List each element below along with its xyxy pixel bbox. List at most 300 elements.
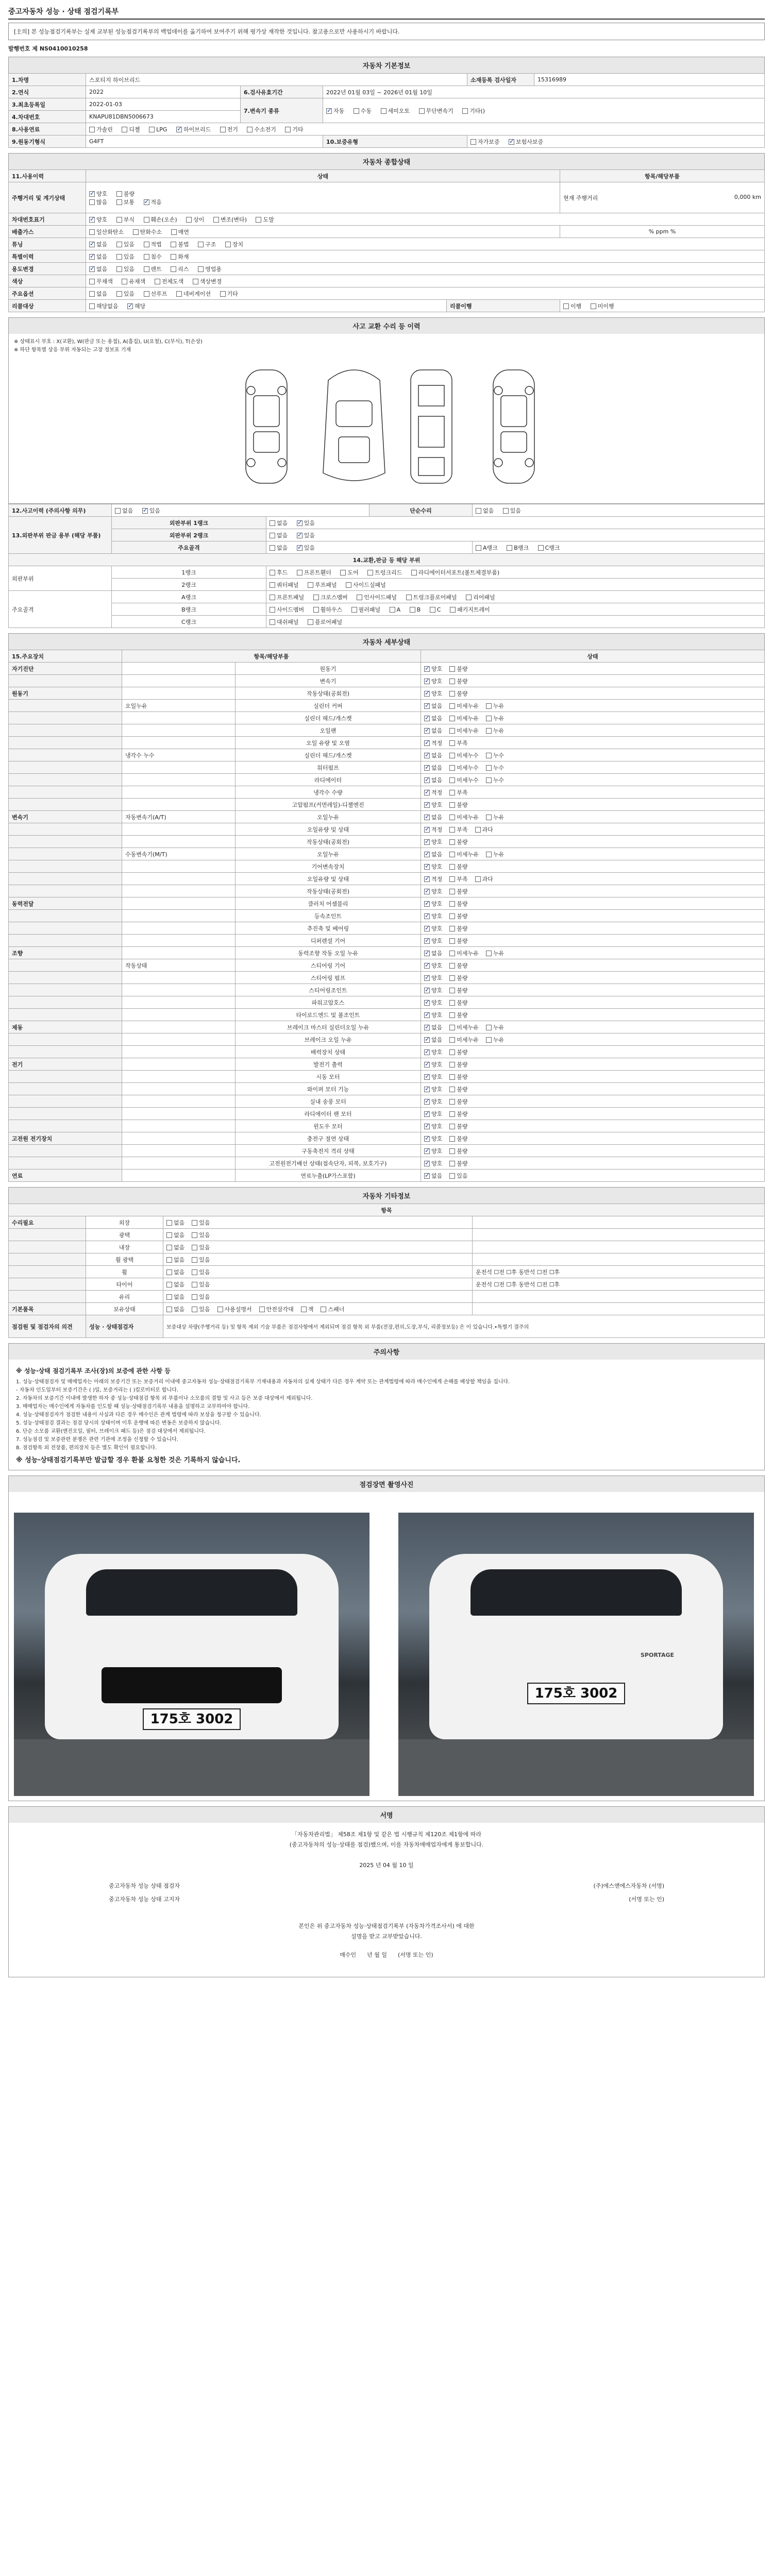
detail-sub — [122, 1170, 236, 1182]
notes-title: 주의사항 — [8, 1343, 765, 1360]
label-warranty: 10.보증유형 — [323, 135, 467, 148]
detail-group — [9, 873, 122, 885]
checkbox[interactable] — [270, 595, 275, 600]
checkbox[interactable] — [424, 1012, 430, 1018]
detail-state — [421, 1170, 765, 1182]
detail-item: 발전기 출력 — [236, 1058, 421, 1071]
other-group — [9, 1229, 86, 1241]
checkbox[interactable] — [192, 1269, 197, 1275]
checkbox[interactable] — [424, 1087, 430, 1092]
checkbox[interactable] — [116, 217, 122, 223]
checkbox[interactable] — [116, 199, 122, 205]
option-label: 없음 — [431, 702, 443, 709]
checkbox[interactable] — [449, 728, 455, 734]
other-group — [9, 1253, 86, 1266]
checkbox[interactable] — [122, 127, 127, 132]
checkbox[interactable] — [486, 703, 492, 709]
checkbox[interactable] — [340, 570, 346, 575]
checkbox[interactable] — [449, 753, 455, 758]
checkbox[interactable] — [449, 913, 455, 919]
checkbox[interactable] — [486, 1025, 492, 1030]
checkbox[interactable] — [144, 242, 149, 247]
option-label: 불량 — [457, 1135, 468, 1142]
checkbox[interactable] — [449, 1161, 455, 1166]
option-label: 있음 — [199, 1306, 210, 1313]
option-label: 있음 — [199, 1268, 210, 1276]
detail-sub — [122, 1083, 236, 1095]
checkbox[interactable] — [346, 582, 351, 588]
basic-info-title: 자동차 기본정보 — [8, 57, 765, 73]
option-label: 부족 — [457, 739, 468, 747]
checkbox[interactable] — [192, 1220, 197, 1226]
checkbox[interactable] — [430, 607, 435, 613]
checkbox[interactable] — [424, 913, 430, 919]
checkbox[interactable] — [259, 1307, 265, 1312]
checkbox[interactable] — [297, 545, 303, 551]
checkbox[interactable] — [486, 951, 492, 956]
checkbox[interactable] — [449, 765, 455, 771]
checkbox[interactable] — [449, 951, 455, 956]
checkbox[interactable] — [466, 595, 472, 600]
checkbox[interactable] — [166, 1307, 172, 1312]
checkbox[interactable] — [217, 1307, 223, 1312]
checkbox[interactable] — [192, 1245, 197, 1250]
checkbox[interactable] — [89, 242, 95, 247]
option-label: 누유 — [493, 702, 505, 709]
option-label: 있음 — [199, 1293, 210, 1300]
detail-group — [9, 959, 122, 972]
checkbox[interactable] — [449, 963, 455, 969]
checkbox[interactable] — [424, 926, 430, 931]
checkbox[interactable] — [450, 607, 456, 613]
condition-section — [8, 153, 765, 312]
detail-row — [9, 1071, 765, 1083]
checkbox[interactable] — [308, 582, 313, 588]
option-label: 불량 — [457, 962, 468, 969]
checkbox[interactable] — [449, 1012, 455, 1018]
checkbox[interactable] — [127, 303, 133, 309]
checkbox[interactable] — [424, 740, 430, 746]
option-label: 불량 — [457, 1098, 468, 1105]
checkbox[interactable] — [424, 753, 430, 758]
checkbox[interactable] — [89, 191, 95, 197]
checkbox[interactable] — [301, 1307, 307, 1312]
option-label: 불량 — [457, 838, 468, 845]
checkbox[interactable] — [424, 777, 430, 783]
transmission-options: ✓ 자동 수동 세미오토 무단변속기 기타() — [323, 98, 765, 123]
checkbox[interactable] — [166, 1269, 172, 1275]
checkbox[interactable] — [449, 839, 455, 845]
checkbox[interactable] — [116, 242, 122, 247]
checkbox[interactable] — [424, 1049, 430, 1055]
checkbox[interactable] — [486, 716, 492, 721]
option-label: 없음 — [431, 1172, 443, 1179]
checkbox[interactable] — [297, 533, 303, 538]
checkbox[interactable] — [89, 217, 95, 223]
checkbox[interactable] — [424, 852, 430, 857]
checkbox[interactable] — [225, 242, 231, 247]
checkbox[interactable] — [486, 815, 492, 820]
checkbox[interactable] — [192, 1294, 197, 1300]
checkbox[interactable] — [449, 666, 455, 672]
checkbox[interactable] — [220, 291, 226, 297]
checkbox[interactable] — [367, 570, 373, 575]
checkbox[interactable] — [424, 790, 430, 795]
checkbox[interactable] — [424, 963, 430, 969]
option-label: 양호 — [431, 838, 443, 845]
checkbox[interactable] — [115, 508, 121, 514]
checkbox[interactable] — [144, 254, 149, 260]
other-group: 기본품목 — [9, 1303, 86, 1315]
label-first-reg: 3.최초등록일 — [9, 98, 86, 111]
checkbox[interactable] — [538, 545, 544, 551]
checkbox[interactable] — [89, 199, 95, 205]
checkbox[interactable] — [449, 1136, 455, 1142]
checkbox[interactable] — [424, 1136, 430, 1142]
checkbox[interactable] — [449, 691, 455, 697]
detail-group — [9, 1095, 122, 1108]
checkbox[interactable] — [424, 1037, 430, 1043]
checkbox[interactable] — [449, 988, 455, 993]
detail-item: 작동상태(공회전) — [236, 885, 421, 897]
detail-state — [421, 1083, 765, 1095]
checkbox[interactable] — [213, 217, 219, 223]
checkbox[interactable] — [270, 607, 275, 613]
checkbox[interactable] — [449, 1173, 455, 1179]
checkbox[interactable] — [297, 520, 303, 526]
checkbox[interactable] — [449, 777, 455, 783]
checkbox[interactable] — [424, 864, 430, 870]
detail-sub: 냉각수 누수 — [122, 749, 236, 761]
checkbox[interactable] — [192, 1257, 197, 1263]
checkbox[interactable] — [171, 266, 176, 272]
detail-sub — [122, 836, 236, 848]
checkbox[interactable] — [486, 777, 492, 783]
checkbox[interactable] — [424, 1025, 430, 1030]
detail-item: 실린더 헤드/개스켓 — [236, 749, 421, 761]
checkbox[interactable] — [449, 926, 455, 931]
detail-row — [9, 1009, 765, 1021]
checkbox[interactable] — [89, 291, 95, 297]
checkbox[interactable] — [89, 303, 95, 309]
checkbox[interactable] — [449, 864, 455, 870]
detail-group — [9, 712, 122, 724]
checkbox[interactable] — [270, 582, 275, 588]
checkbox[interactable] — [410, 607, 415, 613]
option-label: 누유 — [493, 727, 505, 734]
checkbox[interactable] — [166, 1294, 172, 1300]
checkbox[interactable] — [449, 815, 455, 820]
checkbox[interactable] — [462, 108, 468, 114]
checkbox[interactable] — [133, 229, 139, 235]
checkbox[interactable] — [186, 217, 192, 223]
checkbox[interactable] — [424, 988, 430, 993]
checkbox[interactable] — [449, 1062, 455, 1067]
option-label: 누유 — [493, 1024, 505, 1031]
checkbox[interactable] — [424, 691, 430, 697]
checkbox[interactable] — [424, 1148, 430, 1154]
checkbox[interactable] — [424, 666, 430, 672]
checkbox[interactable] — [509, 139, 514, 145]
detail-group — [9, 724, 122, 737]
checkbox[interactable] — [470, 139, 476, 145]
checkbox[interactable] — [424, 889, 430, 894]
checkbox[interactable] — [486, 753, 492, 758]
option-label: 없음 — [174, 1306, 185, 1313]
checkbox[interactable] — [486, 765, 492, 771]
checkbox[interactable] — [424, 802, 430, 808]
checkbox[interactable] — [357, 595, 362, 600]
detail-group: 조향 — [9, 947, 122, 959]
checkbox[interactable] — [424, 1062, 430, 1067]
checkbox[interactable] — [424, 765, 430, 771]
detail-item: 오일유량 및 상태 — [236, 873, 421, 885]
detail-item: 기어변속장치 — [236, 860, 421, 873]
checkbox[interactable] — [449, 716, 455, 721]
checkbox[interactable] — [449, 1124, 455, 1129]
detail-item: 변속기 — [236, 675, 421, 687]
detail-section — [8, 633, 765, 1182]
checkbox[interactable] — [424, 1173, 430, 1179]
checkbox[interactable] — [591, 303, 596, 309]
checkbox[interactable] — [424, 716, 430, 721]
option-label: 양호 — [431, 987, 443, 994]
checkbox[interactable] — [424, 815, 430, 820]
detail-item: 고전원전기배선 상태(접속단자, 피복, 보호기구) — [236, 1157, 421, 1170]
checkbox[interactable] — [308, 619, 313, 625]
checkbox[interactable] — [449, 802, 455, 808]
detail-state — [421, 663, 765, 675]
detail-state — [421, 774, 765, 786]
checkbox[interactable] — [116, 191, 122, 197]
checkbox[interactable] — [313, 607, 319, 613]
option-label: 미세누유 — [457, 814, 479, 821]
detail-state — [421, 712, 765, 724]
checkbox[interactable] — [449, 901, 455, 907]
checkbox[interactable] — [486, 728, 492, 734]
checkbox[interactable] — [424, 1000, 430, 1006]
checkbox[interactable] — [116, 254, 122, 260]
checkbox[interactable] — [449, 1074, 455, 1080]
detail-title: 자동차 세부상태 — [8, 633, 765, 650]
detail-sub — [122, 1058, 236, 1071]
detail-group: 원동기 — [9, 687, 122, 700]
checkbox[interactable] — [321, 1307, 326, 1312]
checkbox[interactable] — [171, 254, 176, 260]
checkbox[interactable] — [176, 291, 182, 297]
checkbox[interactable] — [563, 303, 569, 309]
checkbox[interactable] — [411, 570, 417, 575]
checkbox[interactable] — [144, 199, 149, 205]
checkbox[interactable] — [198, 242, 204, 247]
checkbox[interactable] — [449, 790, 455, 795]
checkbox[interactable] — [449, 827, 455, 833]
checkbox[interactable] — [424, 1074, 430, 1080]
option-label: 없음 — [431, 776, 443, 784]
checkbox[interactable] — [449, 1148, 455, 1154]
checkbox[interactable] — [449, 852, 455, 857]
checkbox[interactable] — [116, 266, 122, 272]
checkbox[interactable] — [351, 607, 357, 613]
detail-group — [9, 1046, 122, 1058]
doc-number-value: NS0410010258 — [39, 45, 88, 52]
option-label: 양호 — [431, 937, 443, 944]
checkbox[interactable] — [354, 108, 359, 114]
fuel-options: 가솔린 디젤 LPG ✓ 하이브리드 전기 수소전기 기타 — [86, 123, 765, 135]
checkbox[interactable] — [486, 1037, 492, 1043]
label-car-name: 1.차명 — [9, 74, 86, 86]
checkbox[interactable] — [424, 703, 430, 709]
detail-group — [9, 935, 122, 947]
checkbox[interactable] — [476, 508, 481, 514]
checkbox[interactable] — [475, 876, 481, 882]
checkbox[interactable] — [424, 827, 430, 833]
checkbox[interactable] — [166, 1245, 172, 1250]
checkbox[interactable] — [192, 1307, 197, 1312]
checkbox[interactable] — [198, 266, 204, 272]
checkbox[interactable] — [424, 901, 430, 907]
checkbox[interactable] — [247, 127, 253, 132]
checkbox[interactable] — [449, 679, 455, 684]
checkbox[interactable] — [89, 254, 95, 260]
checkbox[interactable] — [270, 570, 275, 575]
checkbox[interactable] — [270, 619, 275, 625]
checkbox[interactable] — [166, 1220, 172, 1226]
checkbox[interactable] — [176, 127, 182, 132]
checkbox[interactable] — [449, 1049, 455, 1055]
checkbox[interactable] — [116, 291, 122, 297]
option-label: 불량 — [457, 677, 468, 685]
checkbox[interactable] — [171, 229, 177, 235]
car-diagram-area — [8, 334, 765, 504]
checkbox[interactable] — [449, 1099, 455, 1105]
checkbox[interactable] — [270, 520, 275, 526]
checkbox[interactable] — [449, 1111, 455, 1117]
checkbox[interactable] — [424, 1099, 430, 1105]
checkbox[interactable] — [166, 1257, 172, 1263]
detail-group — [9, 1083, 122, 1095]
checkbox[interactable] — [326, 108, 332, 114]
checkbox[interactable] — [313, 595, 319, 600]
other-extra — [473, 1216, 765, 1229]
checkbox[interactable] — [507, 545, 512, 551]
checkbox[interactable] — [166, 1282, 172, 1287]
checkbox[interactable] — [449, 1037, 455, 1043]
checkbox[interactable] — [122, 279, 127, 284]
checkbox[interactable] — [449, 703, 455, 709]
checkbox[interactable] — [476, 545, 481, 551]
checkbox[interactable] — [449, 889, 455, 894]
detail-sub: 오일누유 — [122, 700, 236, 712]
checkbox[interactable] — [144, 291, 149, 297]
checkbox[interactable] — [142, 508, 148, 514]
checkbox[interactable] — [256, 217, 261, 223]
checkbox[interactable] — [89, 127, 95, 132]
detail-row — [9, 897, 765, 910]
detail-row — [9, 947, 765, 959]
detail-item: 추진축 및 베어링 — [236, 922, 421, 935]
option-label: 누수 — [493, 752, 505, 759]
car-diagram-icon — [236, 360, 555, 494]
checkbox[interactable] — [424, 728, 430, 734]
checkbox[interactable] — [424, 975, 430, 981]
checkbox[interactable] — [192, 1282, 197, 1287]
checkbox[interactable] — [149, 127, 155, 132]
checkbox[interactable] — [155, 279, 160, 284]
detail-sub — [122, 873, 236, 885]
checkbox[interactable] — [424, 938, 430, 944]
checkbox[interactable] — [424, 951, 430, 956]
option-label: 적정 — [431, 789, 443, 796]
checkbox[interactable] — [171, 242, 176, 247]
checkbox[interactable] — [475, 827, 481, 833]
checkbox[interactable] — [503, 508, 509, 514]
checkbox[interactable] — [486, 852, 492, 857]
checkbox[interactable] — [89, 266, 95, 272]
value-first-reg: 2022-01-03 — [86, 98, 241, 111]
checkbox[interactable] — [390, 607, 395, 613]
checkbox[interactable] — [449, 1025, 455, 1030]
detail-group — [9, 885, 122, 897]
option-label: 없음 — [431, 950, 443, 957]
checkbox[interactable] — [193, 279, 198, 284]
checkbox[interactable] — [419, 108, 425, 114]
checkbox[interactable] — [144, 217, 149, 223]
checkbox[interactable] — [220, 127, 226, 132]
option-label: 과다 — [482, 875, 493, 883]
checkbox[interactable] — [449, 740, 455, 746]
checkbox[interactable] — [424, 1124, 430, 1129]
detail-state — [421, 1033, 765, 1046]
detail-group — [9, 972, 122, 984]
option-label: 적정 — [431, 875, 443, 883]
checkbox[interactable] — [424, 679, 430, 684]
checkbox[interactable] — [449, 1087, 455, 1092]
checkbox[interactable] — [270, 533, 275, 538]
detail-sub — [122, 1157, 236, 1170]
detail-row — [9, 848, 765, 860]
checkbox[interactable] — [144, 266, 149, 272]
checkbox[interactable] — [449, 1000, 455, 1006]
checkbox[interactable] — [297, 570, 303, 575]
signature-title: 서명 — [8, 1806, 765, 1823]
checkbox[interactable] — [89, 229, 95, 235]
checkbox[interactable] — [424, 1111, 430, 1117]
checkbox[interactable] — [381, 108, 386, 114]
checkbox[interactable] — [424, 839, 430, 845]
checkbox[interactable] — [166, 1232, 172, 1238]
detail-row — [9, 1058, 765, 1071]
checkbox[interactable] — [424, 1161, 430, 1166]
checkbox[interactable] — [285, 127, 291, 132]
checkbox[interactable] — [192, 1232, 197, 1238]
checkbox[interactable] — [449, 876, 455, 882]
checkbox[interactable] — [89, 279, 95, 284]
checkbox[interactable] — [449, 975, 455, 981]
checkbox[interactable] — [424, 876, 430, 882]
checkbox[interactable] — [449, 938, 455, 944]
checkbox[interactable] — [406, 595, 412, 600]
detail-sub: 자동변속기(A/T) — [122, 811, 236, 823]
detail-sub — [122, 935, 236, 947]
detail-state — [421, 984, 765, 996]
detail-state — [421, 1108, 765, 1120]
detail-row — [9, 1132, 765, 1145]
checkbox[interactable] — [270, 545, 275, 551]
other-state — [163, 1229, 473, 1241]
detail-state — [421, 1071, 765, 1083]
option-label: 안전삼각대 — [266, 1306, 294, 1313]
